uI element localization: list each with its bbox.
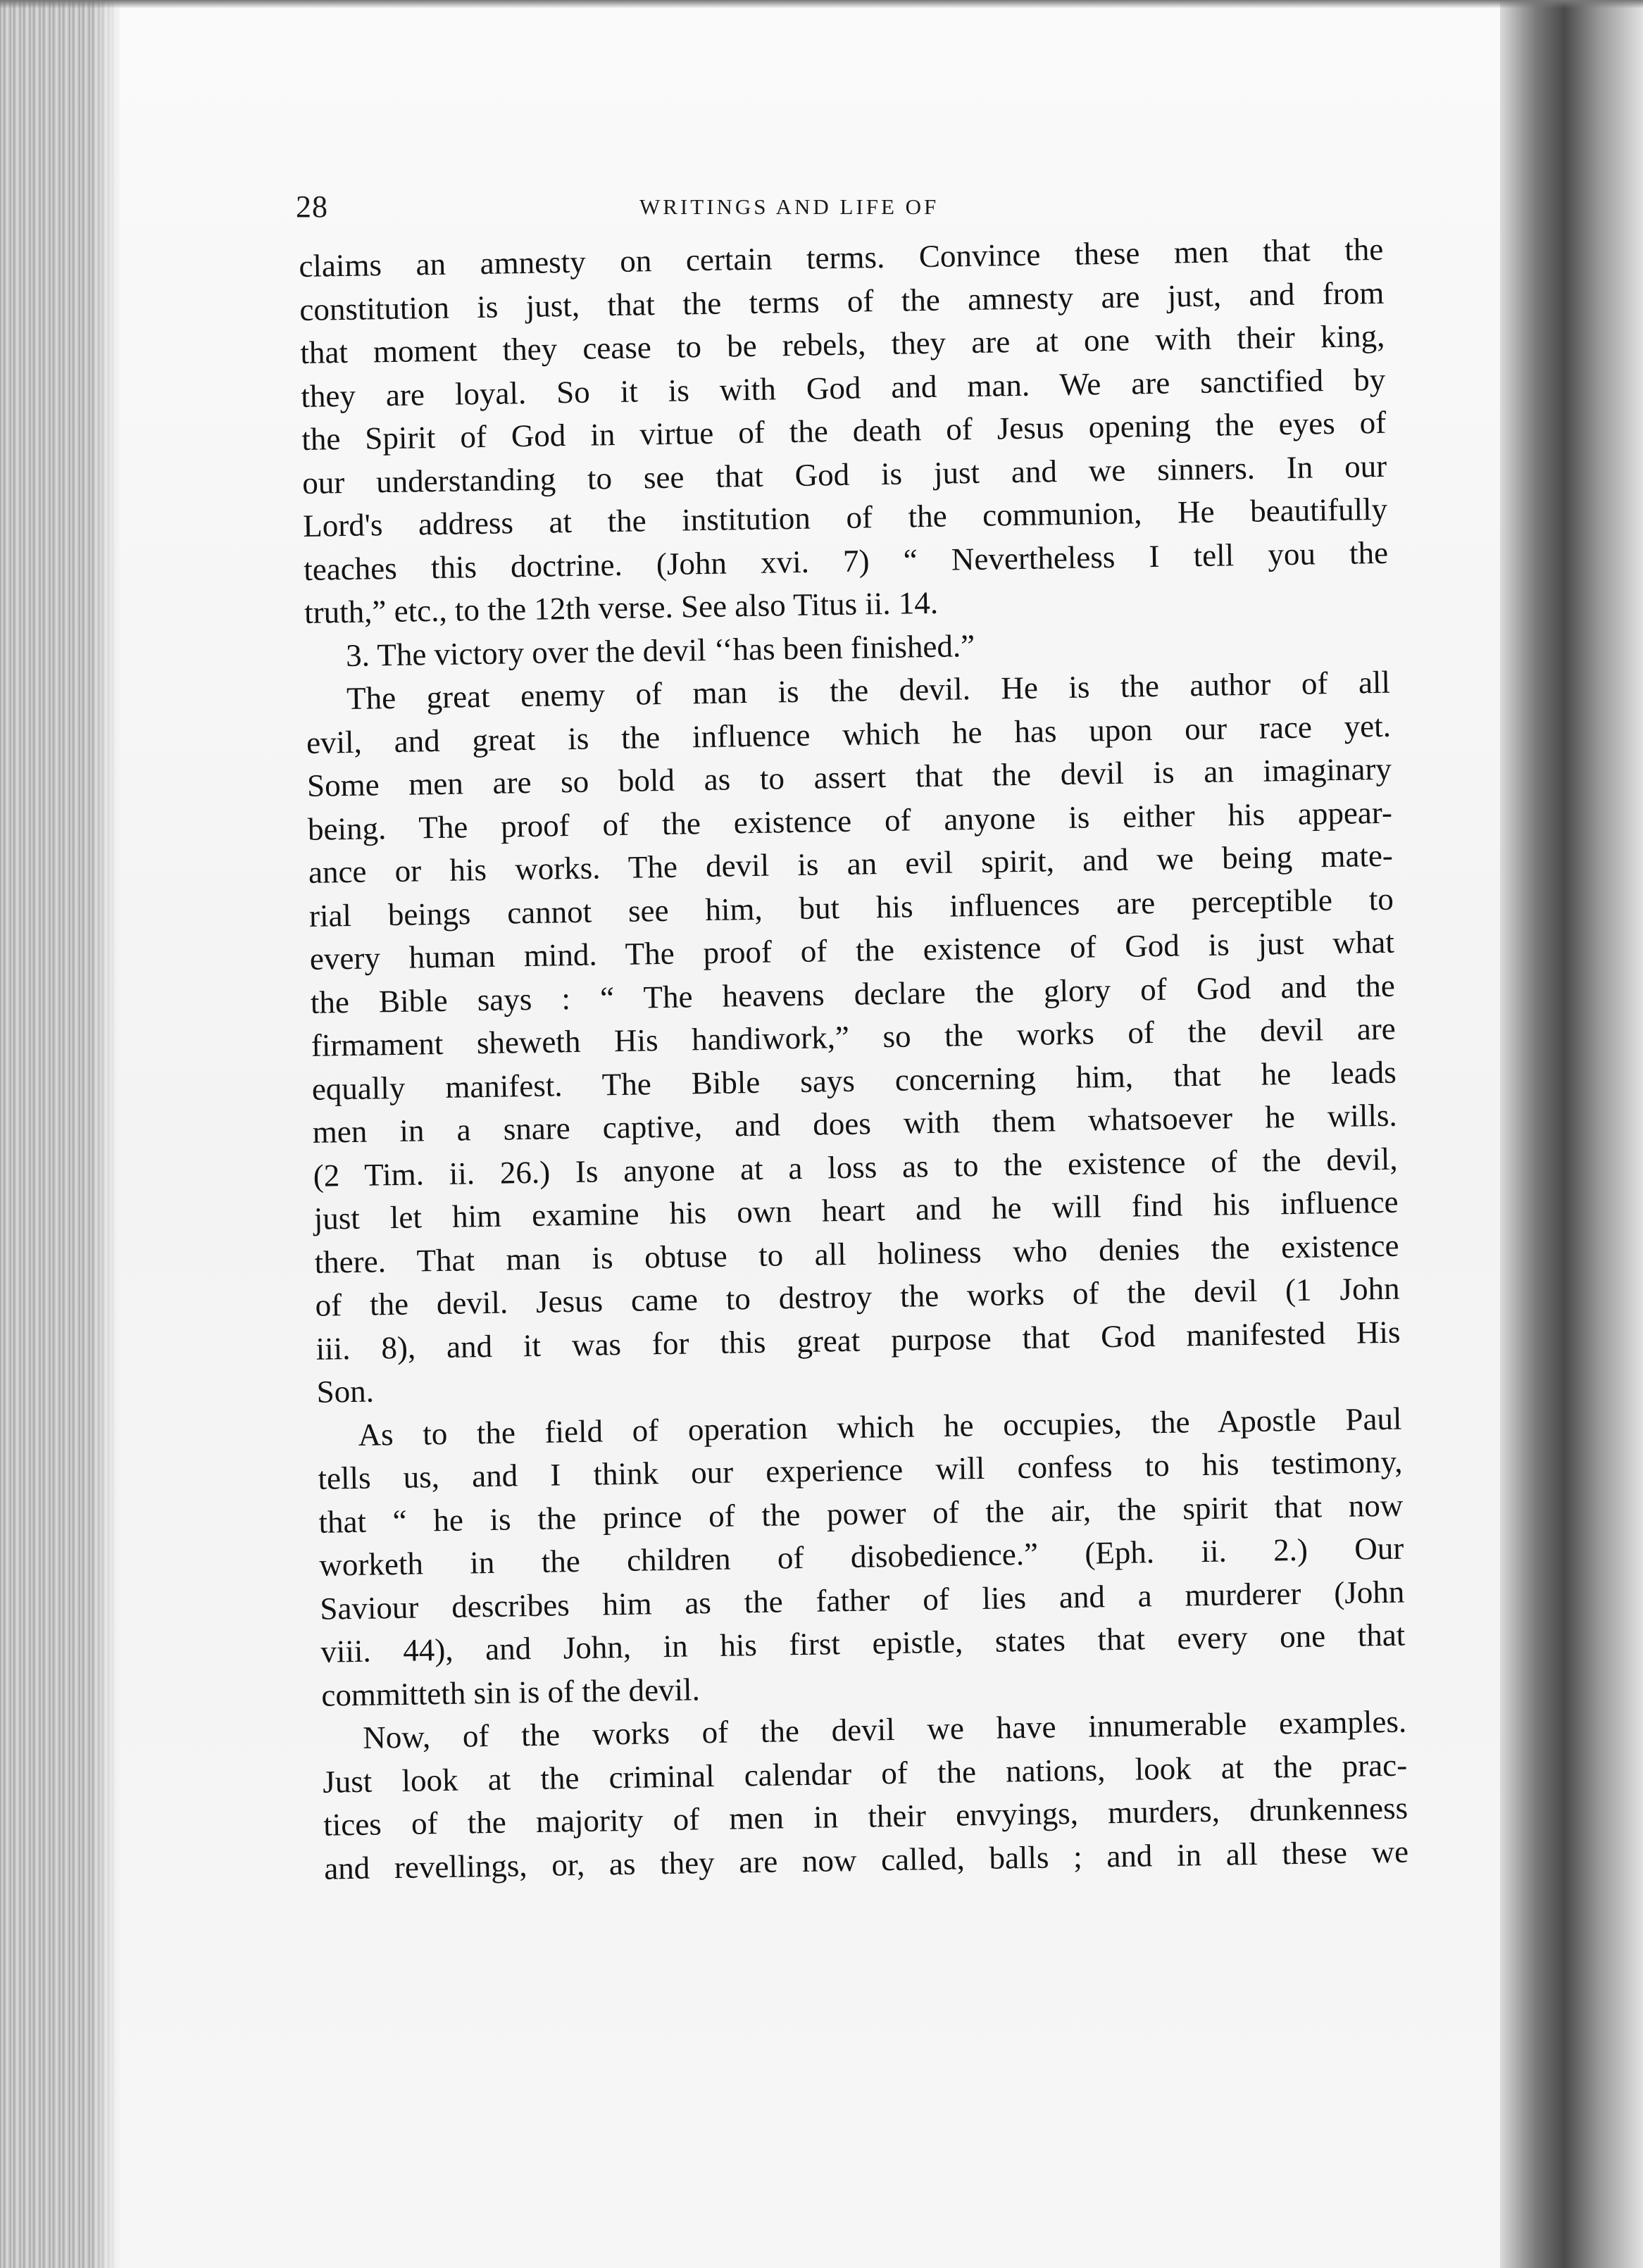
- text-line: that moment they cease to be rebels, they are at one with their king,: [300, 318, 1385, 370]
- page-edges: [0, 0, 120, 2268]
- text-line: Now, of the works of the devil we have innumerable examples.: [362, 1703, 1407, 1755]
- text-line: firmament sheweth His handiwork,” so the works of the devil are: [311, 1010, 1397, 1063]
- text-line: equally manifest. The Bible says concerning him, that he leads: [311, 1054, 1397, 1107]
- text-line: worketh in the children of disobedience.” (Eph. ii. 2.) Our: [319, 1530, 1404, 1583]
- text-line: and revellings, or, as they are now called, balls ; and in all these we: [323, 1834, 1409, 1886]
- page-number: 28: [296, 189, 328, 224]
- page-header: [296, 189, 1352, 231]
- text-line: 3. The victory over the devil ‘‘has been finished.”: [345, 627, 975, 673]
- text-line: (2 Tim. ii. 26.) Is anyone at a loss as to the existence of the devil,: [313, 1141, 1398, 1193]
- text-line: Some men are so bold as to assert that the devil is an imaginary: [306, 751, 1392, 803]
- text-line: Son.: [316, 1373, 375, 1410]
- text-line: As to the field of operation which he occupies, the Apostle Paul: [358, 1401, 1402, 1453]
- text-line: committeth sin is of the devil.: [320, 1671, 701, 1713]
- text-line: just let him examine his own heart and he will find his influence: [313, 1184, 1399, 1236]
- text-line: evil, and great is the influence which he has upon our race yet.: [306, 708, 1392, 760]
- text-line: ance or his works. The devil is an evil spirit, and we being mate-: [308, 837, 1394, 890]
- text-line: being. The proof of the existence of anyone is either his appear-: [307, 794, 1393, 847]
- text-line: our understanding to see that God is just and we sinners. In our: [301, 448, 1387, 501]
- text-line: teaches this doctrine. (John xvi. 7) “ Nevertheless I tell you the: [303, 534, 1389, 587]
- text-line: the Bible says : “ The heavens declare the glory of God and the: [310, 967, 1396, 1020]
- running-head: WRITINGS AND LIFE OF: [639, 194, 939, 219]
- text-line: the Spirit of God in virtue of the death of Jesus opening the eyes of: [301, 404, 1387, 457]
- text-line: Saviour describes him as the father of lies and a murderer (John: [320, 1574, 1405, 1627]
- text-line: Just look at the criminal calendar of the nations, look at the prac-: [322, 1747, 1408, 1800]
- body-text: [299, 228, 1409, 1891]
- text-line: iii. 8), and it was for this great purpose that God manifested His: [316, 1314, 1401, 1367]
- top-shadow: [0, 0, 1643, 8]
- text-line: of the devil. Jesus came to destroy the works of the devil (1 John: [315, 1270, 1400, 1323]
- text-line: Lord's address at the institution of the communion, He beautifully: [302, 491, 1388, 544]
- text-line: every human mind. The proof of the existence of God is just what: [309, 924, 1395, 977]
- text-line: constitution is just, that the terms of the amnesty are just, and from: [299, 275, 1385, 327]
- binding-gutter: [1500, 0, 1643, 2268]
- text-line: they are loyal. So it is with God and man. We are sanctified by: [300, 361, 1386, 414]
- text-line: truth,” etc., to the 12th verse. See also Titus ii. 14.: [304, 584, 939, 630]
- text-line: claims an amnesty on certain terms. Convince these men that the: [299, 231, 1384, 284]
- text-line: there. That man is obtuse to all holiness who denies the existence: [314, 1227, 1399, 1280]
- text-line: The great enemy of man is the devil. He is the author of all: [346, 664, 1391, 717]
- text-line: men in a snare captive, and does with them whatsoever he wills.: [312, 1097, 1397, 1150]
- text-line: rial beings cannot see him, but his influences are perceptible to: [308, 881, 1394, 934]
- text-line: viii. 44), and John, in his first epistle, states that every one that: [320, 1617, 1406, 1669]
- text-line: tells us, and I think our experience will confess to his testimony,: [318, 1443, 1403, 1496]
- text-line: that “ he is the prince of the power of the air, the spirit that now: [318, 1487, 1404, 1540]
- text-line: tices of the majority of men in their envyings, murders, drunkenness: [323, 1790, 1408, 1843]
